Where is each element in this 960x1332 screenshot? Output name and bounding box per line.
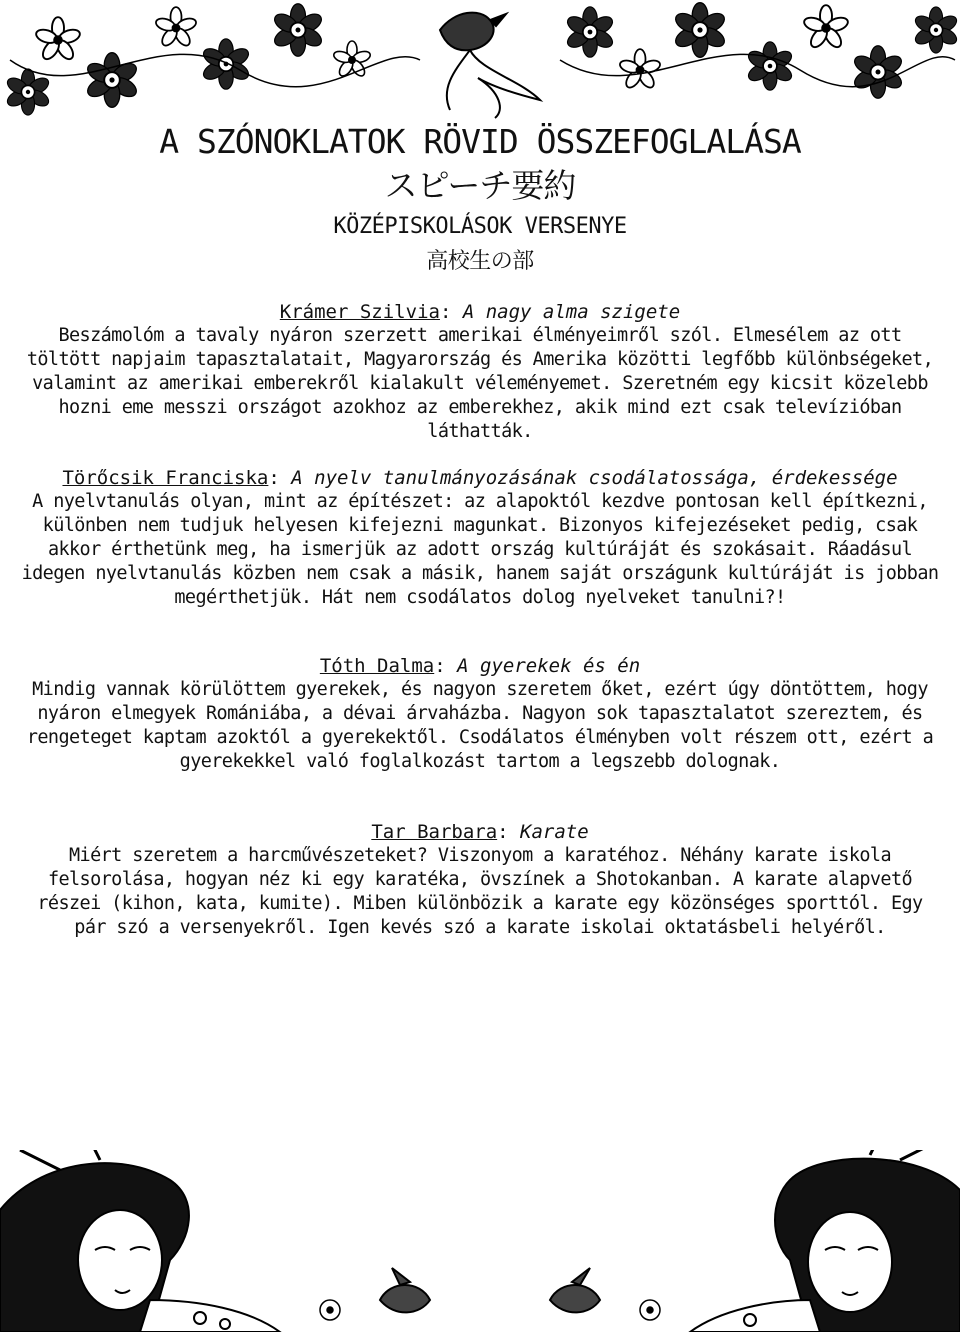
speaker-name: Tar Barbara xyxy=(371,821,498,843)
flower-icon xyxy=(201,39,252,89)
speech-summary-1 xyxy=(20,300,940,444)
flower-icon xyxy=(84,53,139,108)
bird-icon xyxy=(440,13,540,118)
speech-heading xyxy=(20,820,940,844)
heading-separator: : xyxy=(439,301,463,323)
page-subtitle-japanese: 高校生の部 xyxy=(426,249,534,274)
flower-icon xyxy=(34,17,81,62)
heading-separator: : xyxy=(434,655,458,677)
flower-icon xyxy=(565,7,616,57)
heading-separator: : xyxy=(268,467,292,489)
flower-icon xyxy=(852,46,905,99)
heading-separator: : xyxy=(497,821,521,843)
speech-topic: Karate xyxy=(520,821,589,843)
flower-icon xyxy=(272,4,325,57)
speaker-name: Krámer Szilvia xyxy=(279,301,440,323)
flower-icon xyxy=(672,3,727,58)
flower-icon xyxy=(802,5,849,50)
speech-heading xyxy=(20,466,940,490)
speech-topic: A nagy alma szigete xyxy=(462,301,681,323)
page-title: A SZÓNOKLATOK RÖVID ÖSSZEFOGLALÁSA xyxy=(159,122,801,161)
flower-icon xyxy=(320,1300,660,1320)
flower-icon xyxy=(5,69,52,115)
speech-summary-4 xyxy=(20,820,940,940)
geisha-icon xyxy=(690,1150,960,1332)
speech-summary-text: Mindig vannak körülöttem gyerekek, és nagyon szeretem őket, ezért úgy döntöttem, hogy nyáron elmegyek Romániába, a dévai árvaházba. Nagyon sok tapasztalatot szereztem, és rengeteget kaptam azoktól a gyerekektől. Csodálatos élményben volt részem ott, ezért a gyerekekkel való foglalkozást tartom a legszebb dolognak. xyxy=(26,679,934,772)
speech-summary-text: Miért szeretem a harcművészeteket? Viszonyom a karatéhoz. Néhány karate iskola felsorolása, hogyan néz ki egy karatéka, övszínek a Shotokanban. A karate alapvető részei (kihon, kata, kumite). Miben különbözik a karate egy közönséges sporttól. Egy pár szó a versenyekről. Igen kevés szó a karate iskolai oktatásbeli helyéről. xyxy=(37,845,923,938)
speech-topic: A gyerekek és én xyxy=(457,655,641,677)
speech-summary-text: Beszámolóm a tavaly nyáron szerzett amerikai élményeimről szól. Elmesélem az ott töltött napjaim tapasztalatait, Magyarország és Amerika közötti legfőbb különbségeket, valamint az amerikai emberekről kialakult véleményemet. Szeretném egy kicsit közelebb hozni eme messzi országot azokhoz az emberekhez, akik mind ezt csak televízióban láthatták. xyxy=(26,325,934,442)
speech-summary-2 xyxy=(20,466,940,610)
speech-heading xyxy=(20,300,940,324)
geisha-illustration-bottom xyxy=(0,1150,960,1332)
page-title-japanese: スピーチ要約 xyxy=(384,166,576,205)
flower-icon xyxy=(913,7,960,53)
speech-summary-3 xyxy=(20,654,940,774)
page-subtitle: KÖZÉPISKOLÁSOK VERSENYE xyxy=(333,214,627,239)
speech-summary-text: A nyelvtanulás olyan, mint az építészet: az alapoktól kezdve pontosan kell építkezni, különben nem tudjuk helyesen kifejezni magunkat. Bizonyos kifejezéseket pedig, csak akkor érthetünk meg, ha ismerjük az adott ország kultúráját és szokásait. Ráadásul idegen nyelvtanulás közben nem csak a másik, hanem saját országunk kultúráját is jobban megérthetjük. Hát nem csodálatos dolog nyelveket tanulni?! xyxy=(21,491,939,608)
flower-icon xyxy=(618,49,661,90)
speech-topic: A nyelv tanulmányozásának csodálatossága, érdekessége xyxy=(291,467,898,489)
speech-heading xyxy=(20,654,940,678)
flower-icon xyxy=(746,42,795,90)
geisha-icon xyxy=(0,1150,280,1332)
flower-icon xyxy=(154,7,197,48)
speaker-name: Törőcsik Franciska xyxy=(62,467,269,489)
speaker-name: Tóth Dalma xyxy=(319,655,435,677)
flower-border-top xyxy=(0,0,960,120)
bird-icon xyxy=(380,1268,600,1312)
